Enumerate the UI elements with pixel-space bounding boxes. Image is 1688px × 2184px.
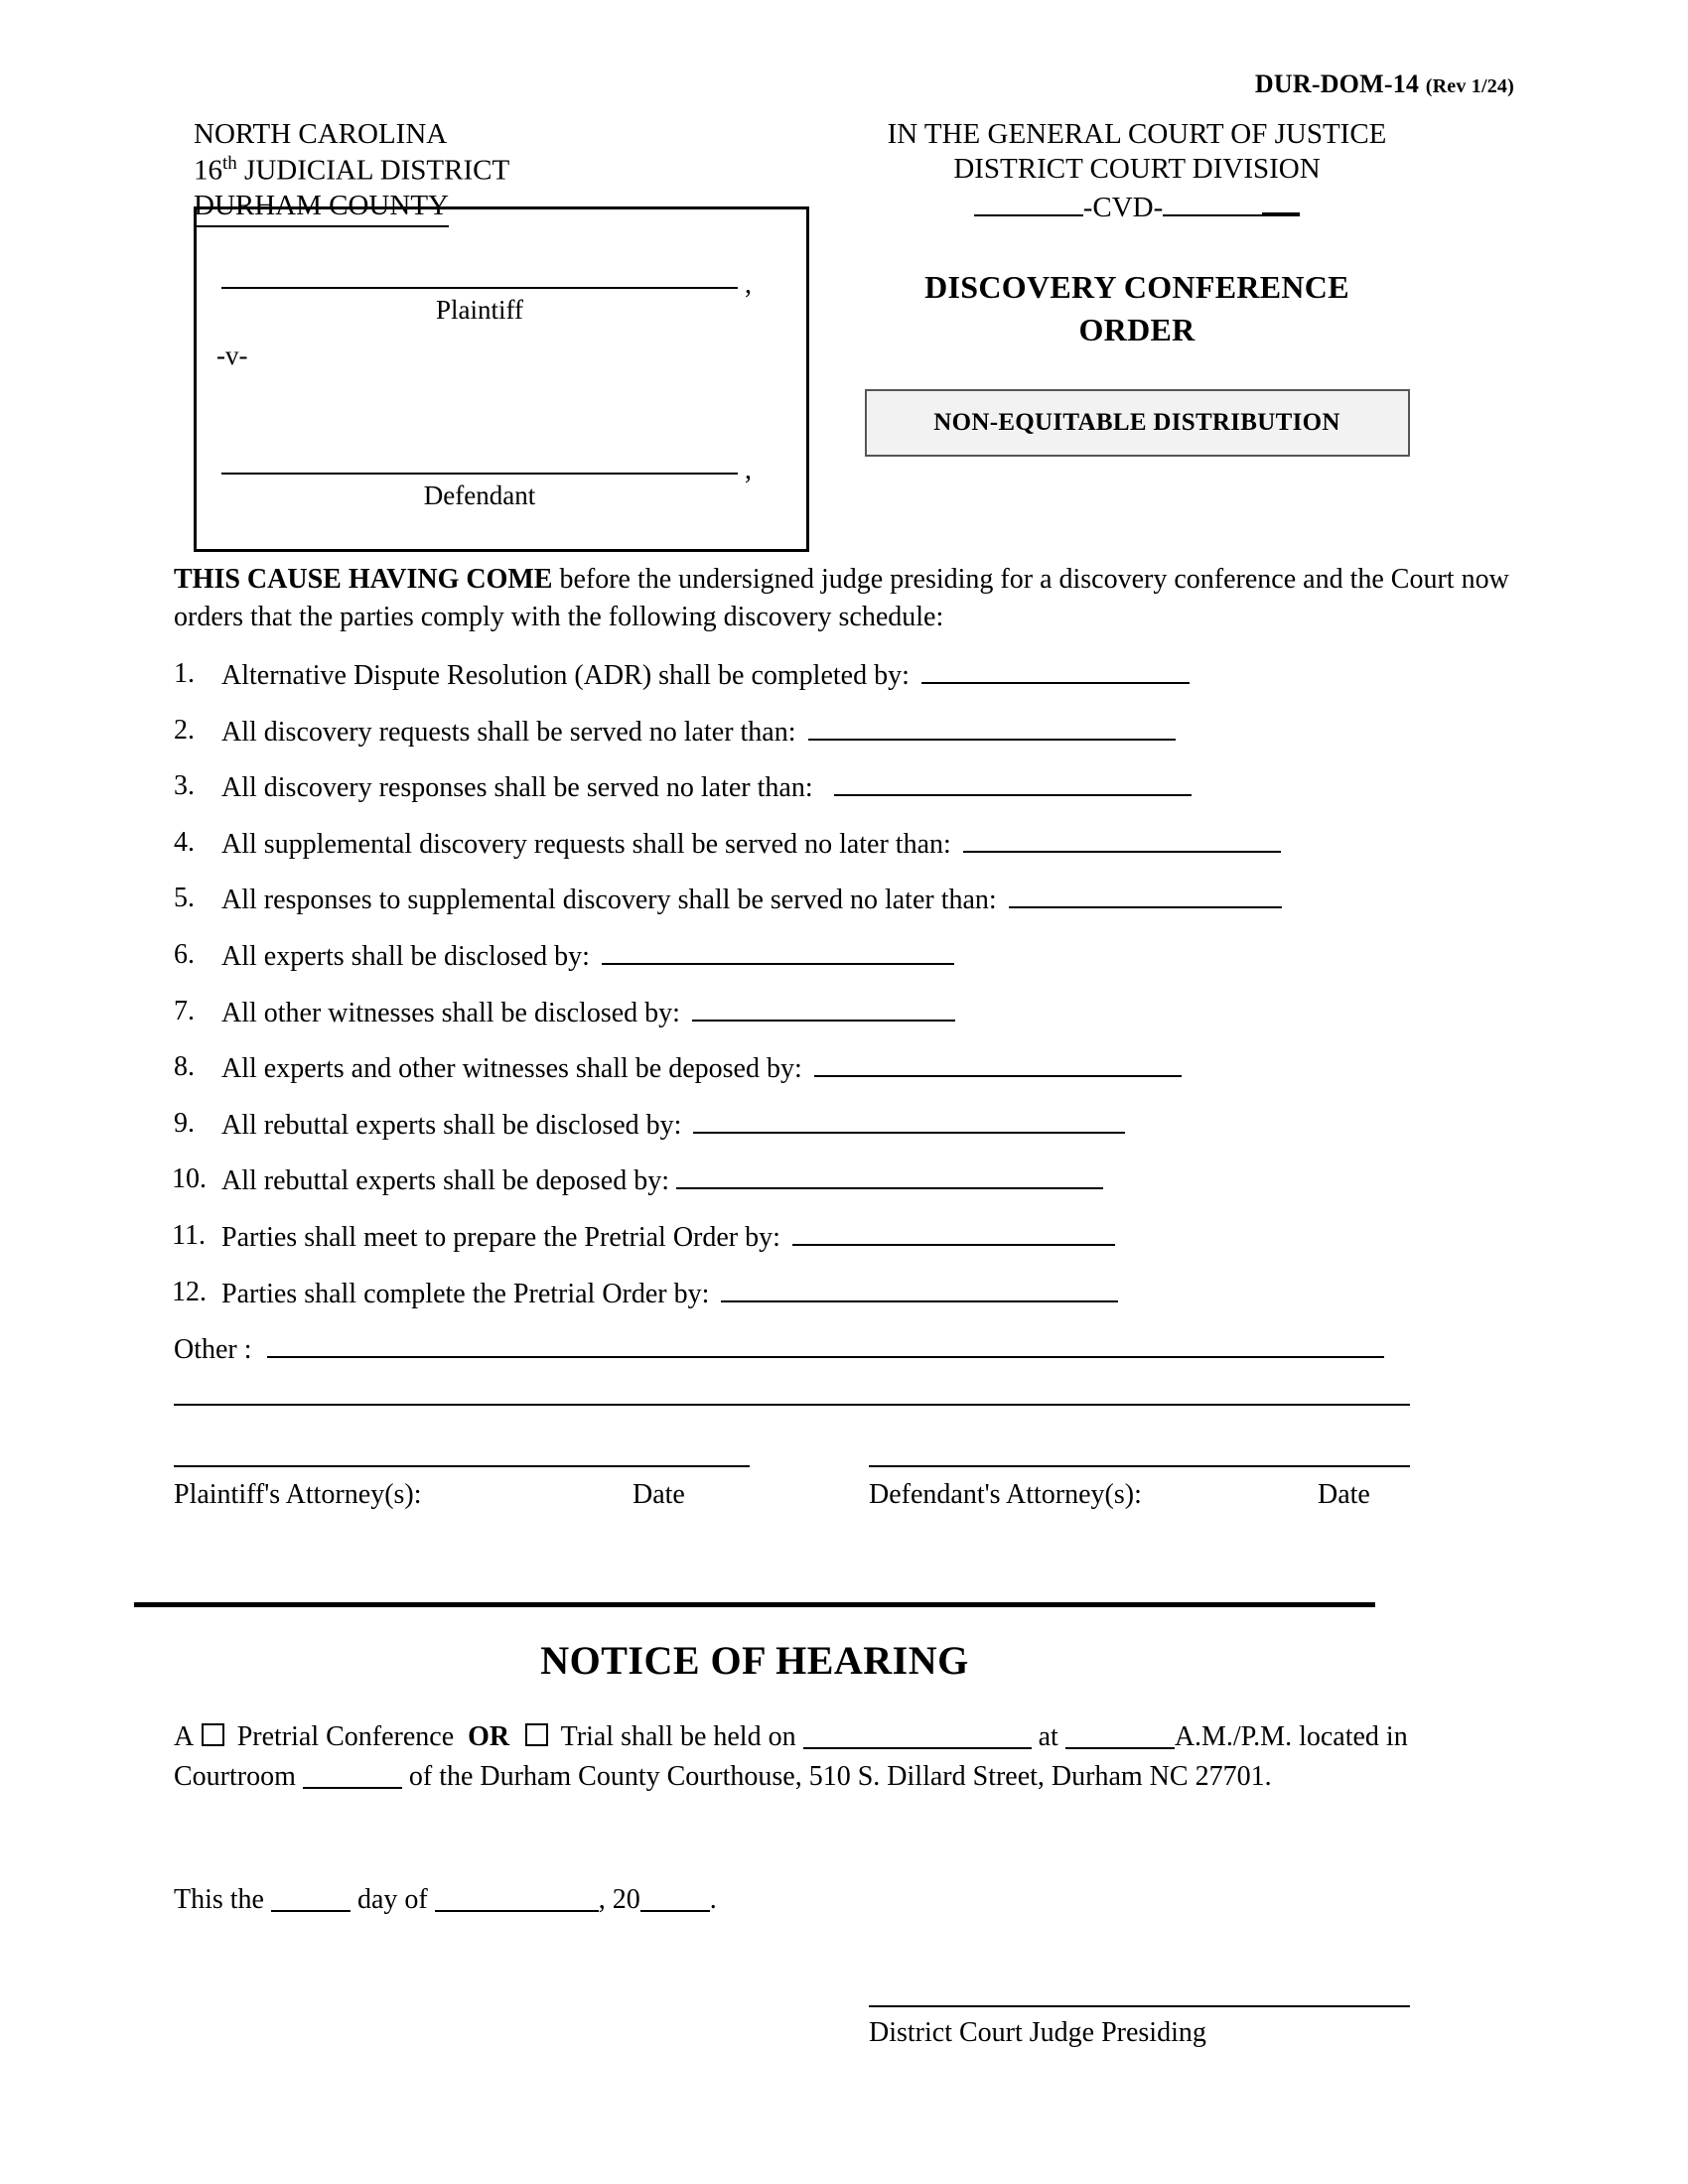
hearing-time-blank[interactable] xyxy=(1065,1722,1175,1749)
month-blank[interactable] xyxy=(435,1885,599,1912)
lead-paragraph xyxy=(174,561,1514,635)
item-text: Parties shall complete the Pretrial Order by: xyxy=(221,1278,710,1309)
hearing-date-blank[interactable] xyxy=(803,1722,1032,1749)
non-equitable-distribution-badge: NON-EQUITABLE DISTRIBUTION xyxy=(865,389,1410,457)
document-title xyxy=(829,266,1445,351)
pretrial-conference-label: Pretrial Conference xyxy=(236,1721,455,1753)
date-line xyxy=(174,1884,1514,1916)
document-title-line-2: ORDER xyxy=(1078,312,1196,348)
item-blank[interactable] xyxy=(1009,882,1282,908)
item-blank[interactable] xyxy=(692,995,955,1022)
item-text: All experts shall be disclosed by: xyxy=(221,941,590,972)
notice-of-hearing-title: NOTICE OF HEARING xyxy=(540,1638,969,1684)
document-title-line-1: DISCOVERY CONFERENCE xyxy=(924,269,1349,305)
item-number: 5. xyxy=(174,883,195,914)
versus-label: -v- xyxy=(216,341,248,370)
courtroom-blank[interactable] xyxy=(303,1762,402,1789)
judge-label: District Court Judge Presiding xyxy=(869,2016,1206,2048)
item-number: 8. xyxy=(174,1051,195,1083)
item-blank[interactable] xyxy=(721,1276,1118,1302)
district-ordinal-suffix: th xyxy=(222,153,237,175)
judge-signature-area xyxy=(174,2005,1514,2075)
item-blank[interactable] xyxy=(808,714,1176,741)
lead-rest: before the undersigned judge presiding for a discovery conference and the Court now orders that the parties comply with the following discovery schedule: xyxy=(174,564,1509,632)
court-line-2: DISTRICT COURT DIVISION xyxy=(953,153,1321,186)
item-blank[interactable] xyxy=(814,1050,1182,1077)
item-blank[interactable] xyxy=(676,1162,1103,1189)
list-item xyxy=(174,1050,1514,1086)
notice-of-hearing-body xyxy=(174,1717,1410,1797)
item-number: 9. xyxy=(174,1107,195,1139)
plaintiff-label: Plaintiff xyxy=(435,295,523,325)
judicial-district xyxy=(194,152,509,189)
other-label: Other : xyxy=(174,1334,252,1366)
list-item xyxy=(174,1107,1514,1143)
plaintiff-attorney-signature-line[interactable] xyxy=(174,1465,750,1467)
item-text: Alternative Dispute Resolution (ADR) shall be completed by: xyxy=(221,660,910,692)
title-column xyxy=(829,266,1445,457)
cvd-label: -CVD- xyxy=(1082,191,1164,223)
list-item xyxy=(174,938,1514,974)
list-item xyxy=(174,1276,1514,1311)
courthouse-address: of the Durham County Courthouse, 510 S. Dillard Street, Durham NC 27701. xyxy=(408,1760,1272,1792)
form-number-row xyxy=(174,69,1514,99)
list-item xyxy=(174,657,1514,693)
district-text: JUDICIAL DISTRICT xyxy=(236,155,510,188)
notice-prefix: A xyxy=(174,1721,193,1753)
this-the-label: This the xyxy=(174,1883,264,1915)
list-item xyxy=(174,1219,1514,1255)
item-blank[interactable] xyxy=(963,826,1281,853)
item-number: 2. xyxy=(174,714,195,746)
or-label: OR xyxy=(468,1721,510,1753)
comma-twenty-label: , 20 xyxy=(598,1883,640,1915)
list-item xyxy=(174,882,1514,917)
district-number: 16 xyxy=(194,155,222,188)
schedule-list xyxy=(174,657,1514,1310)
period-label: . xyxy=(709,1883,717,1915)
item-text: Parties shall meet to prepare the Pretrial Order by: xyxy=(221,1221,780,1253)
plaintiff-date-label: Date xyxy=(633,1479,685,1511)
state-name: NORTH CAROLINA xyxy=(194,118,448,150)
item-text: All rebuttal experts shall be deposed by: xyxy=(221,1165,669,1197)
list-item xyxy=(174,714,1514,750)
courtroom-prefix: located in Courtroom xyxy=(174,1721,1408,1792)
trial-checkbox[interactable] xyxy=(525,1723,548,1746)
form-number: DUR-DOM-14 xyxy=(1254,69,1420,98)
pretrial-conference-checkbox[interactable] xyxy=(202,1723,224,1746)
item-text: All discovery responses shall be served no later than: xyxy=(221,772,813,804)
list-item xyxy=(174,995,1514,1030)
document-content xyxy=(174,69,1514,2075)
year-blank[interactable] xyxy=(640,1885,710,1912)
item-text: All experts and other witnesses shall be deposed by: xyxy=(221,1053,802,1085)
item-number: 11. xyxy=(172,1219,206,1251)
defendant-label: Defendant xyxy=(423,480,536,510)
lead-bold: THIS CAUSE HAVING COME xyxy=(174,564,553,595)
item-text: All responses to supplemental discovery shall be served no later than: xyxy=(221,885,997,916)
list-item xyxy=(174,769,1514,805)
other-blank-2[interactable] xyxy=(174,1402,1410,1406)
section-divider xyxy=(134,1602,1375,1607)
item-text: All supplemental discovery requests shall be served no later than: xyxy=(221,828,951,860)
party-and-title-area xyxy=(174,206,1514,559)
item-number: 6. xyxy=(174,939,195,970)
item-blank[interactable] xyxy=(921,657,1190,684)
item-number: 1. xyxy=(174,658,195,690)
court-line-1: IN THE GENERAL COURT OF JUSTICE xyxy=(887,118,1387,150)
item-number: 10. xyxy=(172,1163,207,1195)
judge-signature-line[interactable] xyxy=(869,2005,1410,2007)
defendant-attorney-signature-line[interactable] xyxy=(869,1465,1410,1467)
item-number: 4. xyxy=(174,826,195,858)
item-blank[interactable] xyxy=(602,938,954,965)
attorney-signature-area xyxy=(174,1465,1514,1555)
ampm-label: A.M./P.M. xyxy=(1174,1721,1293,1753)
other-blank-1[interactable] xyxy=(267,1331,1384,1358)
trial-label: Trial shall be held on xyxy=(560,1721,796,1753)
item-text: All other witnesses shall be disclosed by: xyxy=(221,997,680,1028)
plaintiff-comma: , xyxy=(745,269,752,300)
form-revision: (Rev 1/24) xyxy=(1425,75,1514,97)
list-item xyxy=(174,826,1514,862)
item-text: All rebuttal experts shall be disclosed by: xyxy=(221,1109,682,1141)
item-text: All discovery requests shall be served no later than: xyxy=(221,716,796,748)
county-name: DURHAM COUNTY xyxy=(194,189,449,226)
defendant-comma: , xyxy=(745,455,752,485)
caption-header xyxy=(174,117,1514,223)
day-blank[interactable] xyxy=(271,1885,351,1912)
defendant-date-label: Date xyxy=(1318,1479,1370,1511)
item-number: 3. xyxy=(174,770,195,802)
defendant-name-blank[interactable] xyxy=(221,473,738,475)
day-of-label: day of xyxy=(357,1883,428,1915)
list-item xyxy=(174,1162,1514,1198)
item-blank[interactable] xyxy=(834,769,1192,796)
plaintiff-attorney-label: Plaintiff's Attorney(s): xyxy=(174,1479,422,1511)
item-number: 12. xyxy=(172,1276,207,1307)
defendant-attorney-label: Defendant's Attorney(s): xyxy=(869,1479,1142,1511)
at-label: at xyxy=(1038,1721,1058,1753)
item-blank[interactable] xyxy=(792,1219,1115,1246)
item-blank[interactable] xyxy=(693,1107,1125,1134)
other-row xyxy=(174,1331,1514,1366)
party-box xyxy=(194,206,809,552)
plaintiff-name-blank[interactable] xyxy=(221,287,738,289)
item-number: 7. xyxy=(174,995,195,1026)
